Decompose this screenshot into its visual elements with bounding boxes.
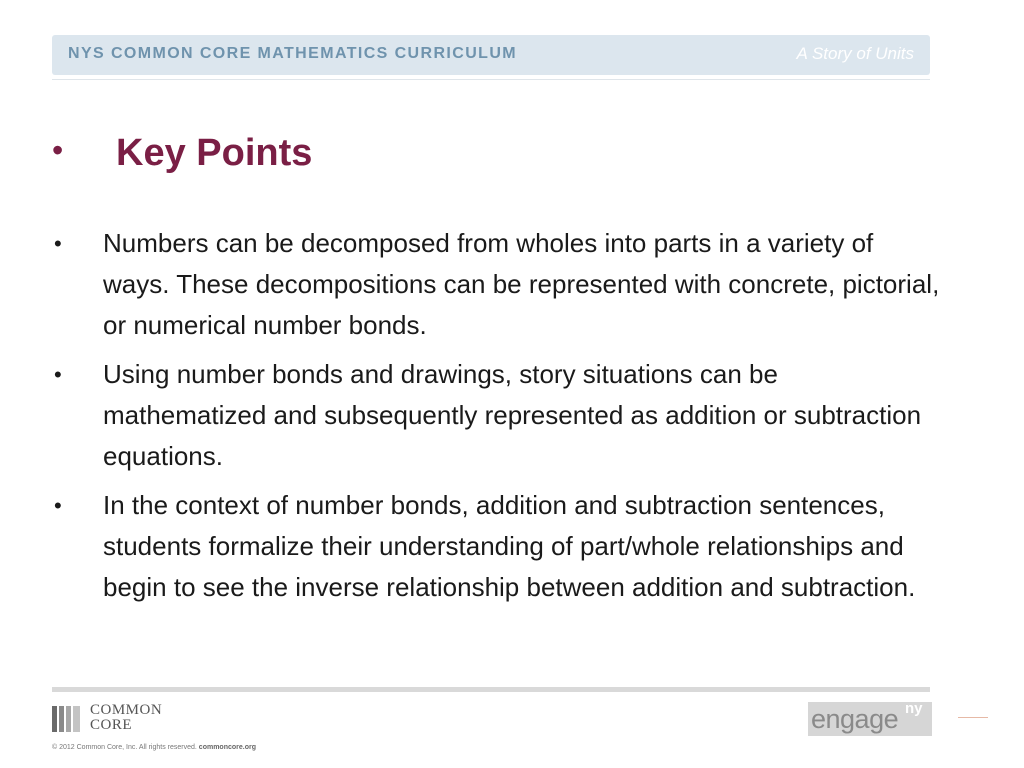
list-item [50, 354, 940, 477]
header-bar [52, 35, 930, 75]
copyright-text: © 2012 Common Core, Inc. All rights reserved. [52, 744, 197, 751]
bullet-text: In the context of number bonds, addition and subtraction sentences, students formalize their understanding of part/whole relationships and begin to see the inverse relationship between addition and subtraction. [103, 490, 916, 602]
engage-logo-text: engage [811, 704, 899, 734]
key-points-list [50, 223, 940, 616]
footer-divider [52, 687, 930, 692]
bullet-marker: • [54, 362, 62, 387]
bullet-text: Numbers can be decomposed from wholes into parts in a variety of ways. These decompositions can be represented with concrete, pictorial, or numerical number bonds. [103, 228, 940, 340]
common-core-line1: COMMON [90, 702, 163, 718]
common-core-wordmark [90, 703, 162, 733]
common-core-logo-icon [52, 706, 80, 732]
title-bullet: • [52, 132, 64, 168]
copyright-notice [52, 744, 256, 751]
site-link[interactable]: commoncore.org [198, 744, 256, 751]
common-core-line2: CORE [90, 717, 133, 733]
curriculum-label: NYS COMMON CORE MATHEMATICS CURRICULUM [68, 45, 518, 62]
engage-logo-superscript: ny [905, 700, 923, 717]
bullet-marker: • [54, 231, 62, 256]
header-divider [52, 79, 930, 80]
list-item [50, 223, 940, 346]
bullet-marker: • [54, 493, 62, 518]
engage-ny-logo [808, 702, 932, 736]
accent-line [958, 717, 988, 718]
bullet-text: Using number bonds and drawings, story situations can be mathematized and subsequently represented as addition or subtraction equations. [103, 359, 922, 471]
story-of-units-label: A Story of Units [796, 44, 914, 63]
title-text: Key Points [116, 132, 313, 174]
list-item [50, 485, 940, 608]
